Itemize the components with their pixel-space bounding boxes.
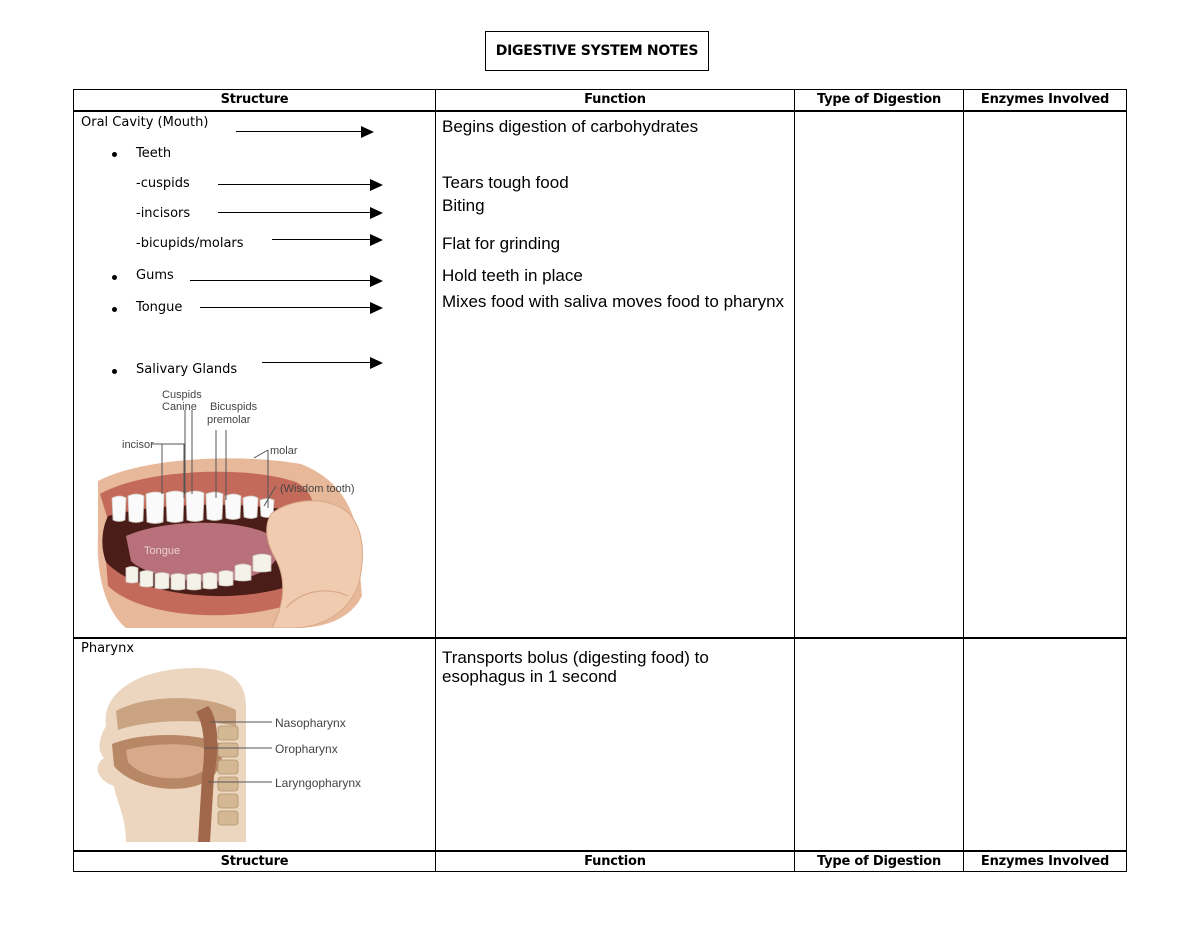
- arrow-incisors: [218, 207, 383, 219]
- bullet-teeth: [112, 152, 117, 157]
- table-top-border: [73, 89, 1127, 90]
- header-enzymes-involved: Enzymes Involved: [980, 92, 1110, 107]
- molar-diagram-label: molar: [270, 445, 298, 457]
- col-border-left: [73, 89, 74, 872]
- nasopharynx-label: Nasopharynx: [275, 716, 346, 730]
- col-border-right: [1126, 89, 1127, 872]
- oropharynx-label: Oropharynx: [275, 742, 338, 756]
- incisors-label: -incisors: [136, 206, 191, 221]
- row-divider: [73, 637, 1127, 639]
- bicuspids-label: -bicupids/molars: [136, 236, 244, 251]
- cuspids-diagram-label: Cuspids: [162, 389, 202, 401]
- arrow-oral-cavity: [236, 126, 374, 138]
- canine-diagram-label: Canine: [162, 401, 197, 413]
- teeth-label: Teeth: [136, 146, 172, 161]
- header-function: Function: [584, 92, 646, 107]
- col-border-function: [794, 89, 795, 872]
- footer-enzymes-involved: Enzymes Involved: [980, 854, 1110, 869]
- header-type-of-digestion: Type of Digestion: [816, 92, 942, 107]
- premolar-diagram-label: premolar: [207, 414, 251, 426]
- bullet-gums: [112, 275, 117, 280]
- salivary-glands-label: Salivary Glands: [136, 362, 238, 377]
- bullet-tongue: [112, 307, 117, 312]
- pharynx-function: Transports bolus (digesting food) to esophagus in 1 second: [442, 648, 709, 686]
- arrow-tongue: [200, 302, 383, 314]
- laryngopharynx-label: Laryngopharynx: [275, 776, 362, 790]
- arrow-salivary: [262, 357, 383, 369]
- header-bottom-border: [73, 110, 1127, 112]
- pharynx-diagram: [86, 666, 376, 842]
- tongue-diagram-label: Tongue: [144, 545, 181, 557]
- tongue-function: Mixes food with saliva moves food to pharynx: [442, 292, 785, 311]
- bicuspids-diagram-label: Bicuspids: [210, 401, 258, 413]
- header-structure: Structure: [220, 92, 289, 107]
- footer-function: Function: [584, 854, 646, 869]
- footer-structure: Structure: [220, 854, 289, 869]
- arrow-gums: [190, 275, 383, 287]
- oral-cavity-function: Begins digestion of carbohydrates: [442, 117, 699, 136]
- gums-function: Hold teeth in place: [442, 266, 583, 285]
- col-border-type: [963, 89, 964, 872]
- table-bottom-border: [73, 871, 1127, 872]
- page-title: DIGESTIVE SYSTEM NOTES: [485, 31, 709, 71]
- arrow-bicuspids: [272, 234, 383, 246]
- arrow-cuspids: [218, 179, 383, 191]
- gums-label: Gums: [136, 268, 174, 283]
- tongue-label: Tongue: [136, 300, 183, 315]
- cuspids-function: Tears tough food: [442, 173, 569, 192]
- footer-top-border: [73, 850, 1127, 852]
- bicuspids-function: Flat for grinding: [442, 234, 561, 253]
- bullet-salivary: [112, 369, 117, 374]
- cuspids-label: -cuspids: [136, 176, 190, 191]
- col-border-structure: [435, 89, 436, 872]
- pharynx-label: Pharynx: [81, 641, 135, 656]
- mouth-teeth-diagram: [86, 386, 366, 628]
- incisors-function: Biting: [442, 196, 485, 215]
- incisor-diagram-label: incisor: [122, 439, 154, 451]
- wisdom-tooth-diagram-label: (Wisdom tooth): [280, 483, 355, 495]
- oral-cavity-label: Oral Cavity (Mouth): [81, 115, 209, 130]
- footer-type-of-digestion: Type of Digestion: [816, 854, 942, 869]
